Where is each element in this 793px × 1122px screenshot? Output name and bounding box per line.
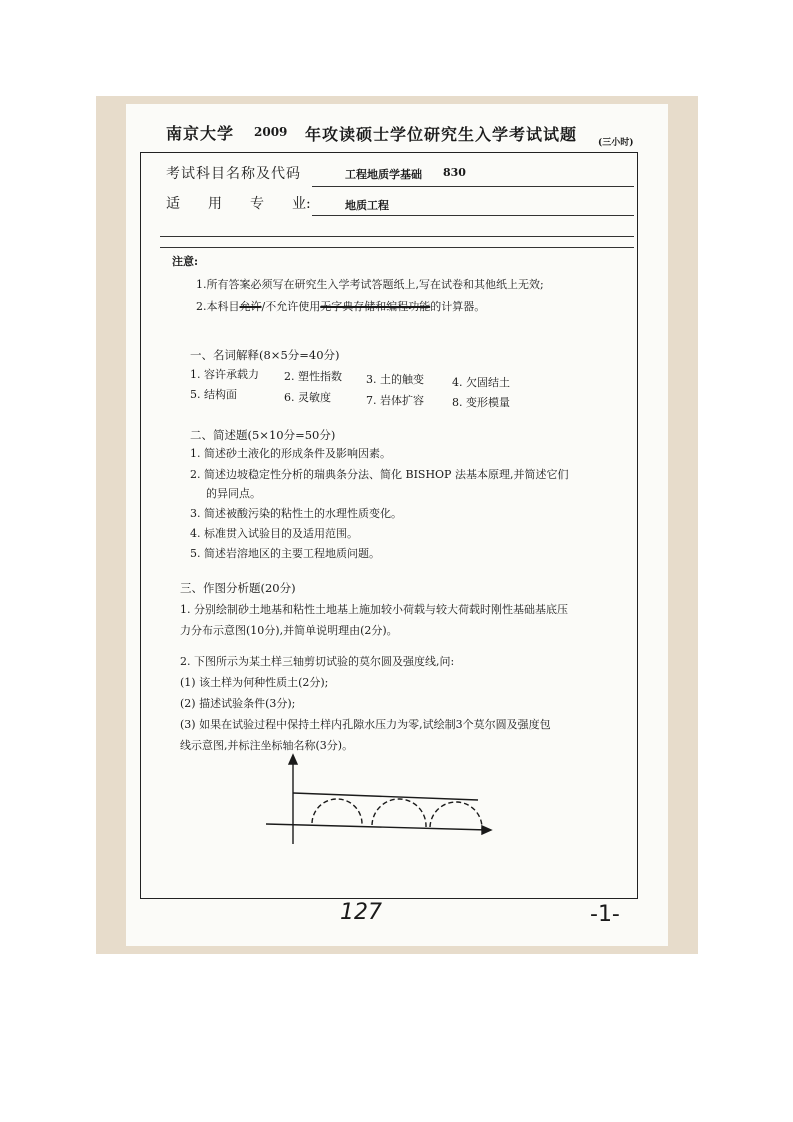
exam-duration: (三小时) [598, 138, 634, 148]
subject-code: 830 [443, 166, 466, 179]
university-name: 南京大学 [166, 124, 235, 143]
note-2 [196, 298, 485, 314]
subject-label: 考试科目名称及代码 [166, 166, 301, 182]
major-label-char: 专 [250, 196, 264, 212]
term-4: 4. 欠固结土 [452, 376, 510, 389]
note-2-allowed-struck: 允许 [239, 300, 262, 313]
major-label-char: 适 [166, 196, 180, 212]
strength-line [293, 793, 478, 800]
subject-underline [312, 186, 634, 187]
subject-name: 工程地质学基础 [345, 168, 422, 181]
mohr-circle-3 [430, 802, 482, 829]
y-axis-arrow [289, 755, 297, 764]
exam-year: 2009 [254, 125, 288, 139]
question-2-4: 4. 标准贯入试验目的及适用范围。 [190, 527, 358, 540]
major-underline [312, 215, 634, 216]
handwritten-page-mark: 127 [340, 900, 382, 925]
section-1-title: 一、名词解释(8×5分=40分) [190, 348, 340, 362]
notes-title: 注意: [172, 255, 199, 268]
question-3-2: 2. 下图所示为某土样三轴剪切试验的莫尔圆及强度线,问: [180, 655, 455, 668]
question-3-1-cont: 力分布示意图(10分),并简单说明理由(2分)。 [180, 624, 398, 637]
term-3: 3. 土的触变 [366, 373, 424, 386]
term-1: 1. 容许承载力 [190, 368, 259, 381]
question-2-5: 5. 简述岩溶地区的主要工程地质问题。 [190, 547, 380, 560]
mohr-circle-1 [312, 799, 362, 825]
question-3-2-part-1: (1) 该土样为何种性质土(2分); [180, 676, 329, 689]
divider-bottom [160, 247, 634, 248]
major-label-char: 业: [292, 196, 311, 212]
question-3-2-part-3: (3) 如果在试验过程中保持土样内孔隙水压力为零,试绘制3个莫尔圆及强度包 [180, 718, 551, 731]
question-2-1: 1. 简述砂土液化的形成条件及影响因素。 [190, 447, 391, 460]
question-2-3: 3. 简述被酸污染的粘性土的水理性质变化。 [190, 507, 402, 520]
x-axis [266, 824, 488, 830]
question-3-2-part-2: (2) 描述试验条件(3分); [180, 697, 296, 710]
exam-title: 年攻读硕士学位研究生入学考试试题 [305, 125, 578, 144]
page-number: -1- [590, 902, 620, 927]
major-name: 地质工程 [345, 199, 389, 212]
note-2-start: 2.本科目 [196, 300, 240, 313]
mohr-circle-diagram [260, 752, 500, 852]
term-7: 7. 岩体扩容 [366, 394, 424, 407]
term-6: 6. 灵敏度 [284, 391, 331, 404]
note-2-calculator-type-struck: 无字典存储和编程功能 [320, 300, 431, 313]
note-1: 1.所有答案必须写在研究生入学考试答题纸上,写在试卷和其他纸上无效; [196, 278, 544, 291]
question-2-2: 2. 简述边坡稳定性分析的瑞典条分法、简化 BISHOP 法基本原理,并简述它们 [190, 468, 569, 481]
major-label-char: 用 [208, 196, 222, 212]
question-3-1: 1. 分别绘制砂土地基和粘性土地基上施加较小荷载与较大荷载时刚性基础基底压 [180, 603, 568, 616]
x-axis-arrow [482, 826, 491, 834]
mohr-circle-2 [372, 799, 426, 827]
term-8: 8. 变形模量 [452, 396, 510, 409]
section-3-title: 三、作图分析题(20分) [180, 581, 296, 595]
divider-top [160, 236, 634, 237]
question-2-2-cont: 的异同点。 [206, 487, 261, 500]
term-2: 2. 塑性指数 [284, 370, 342, 383]
major-label [166, 193, 334, 213]
question-3-2-part-3-cont: 线示意图,并标注坐标轴名称(3分)。 [180, 739, 354, 752]
note-2-end: 的计算器。 [430, 300, 486, 313]
note-2-not-allowed: /不允许使用 [261, 300, 321, 313]
section-2-title: 二、简述题(5×10分=50分) [190, 428, 336, 442]
term-5: 5. 结构面 [190, 388, 237, 401]
